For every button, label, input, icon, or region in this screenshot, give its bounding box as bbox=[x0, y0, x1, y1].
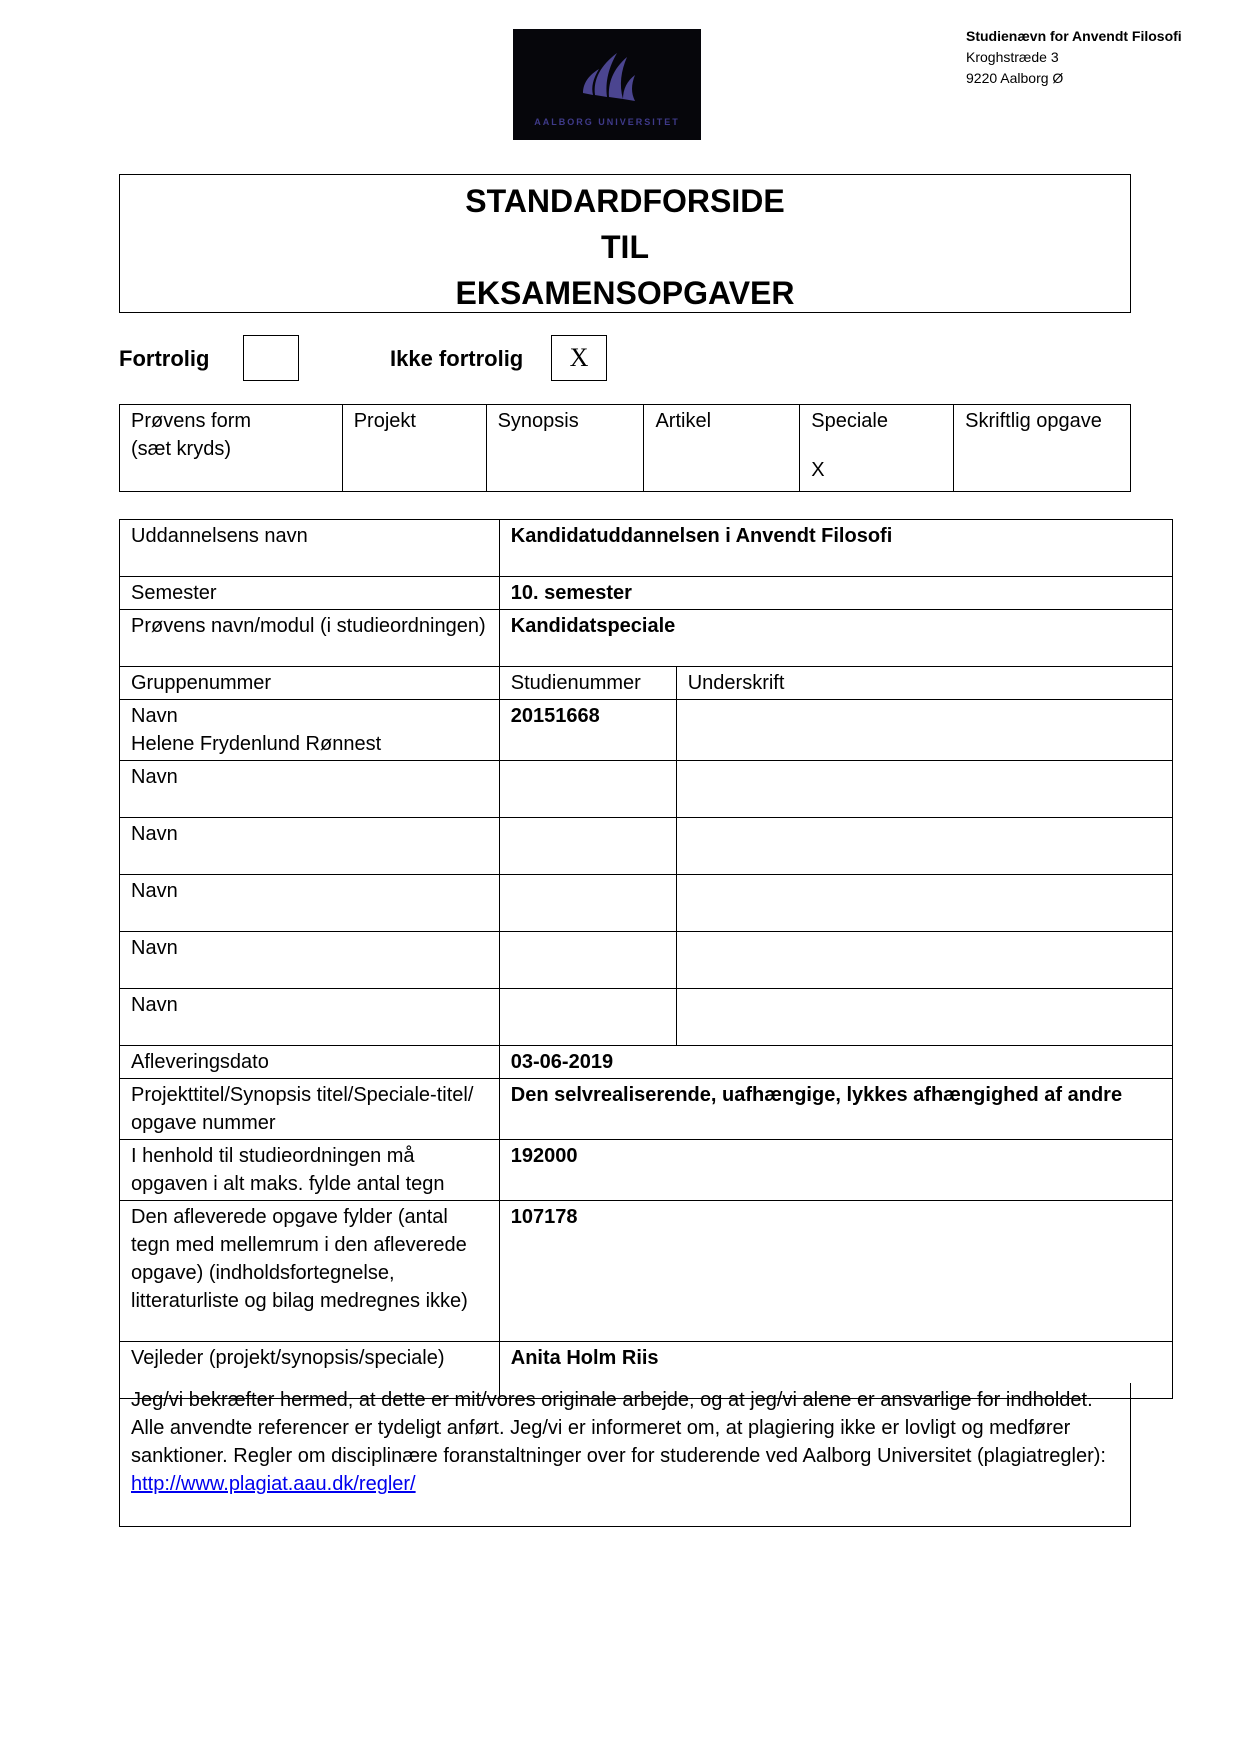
education-label: Uddannelsens navn bbox=[120, 520, 500, 577]
plagiarism-declaration bbox=[119, 1383, 1131, 1527]
exam-form-option-skriftlig[interactable]: Skriftlig opgave bbox=[954, 405, 1131, 492]
student-3-name-label: Navn bbox=[120, 818, 500, 875]
fortrolig-label: Fortrolig bbox=[119, 346, 210, 371]
title-line-2: TIL bbox=[601, 229, 649, 265]
student-5-name-label: Navn bbox=[120, 932, 500, 989]
max-chars-label: I henhold til studieordningen må opgaven i alt maks. fylde antal tegn bbox=[120, 1140, 500, 1201]
student-4-name-label: Navn bbox=[120, 875, 500, 932]
fortrolig-checkbox[interactable] bbox=[243, 335, 299, 381]
student-5-signature bbox=[676, 932, 1172, 989]
exam-form-table bbox=[119, 404, 1131, 492]
student-6-number bbox=[499, 989, 676, 1046]
actual-chars-value: 107178 bbox=[499, 1201, 1172, 1342]
title-line-3: EKSAMENSOPGAVER bbox=[455, 275, 795, 311]
address-street: Kroghstræde 3 bbox=[966, 49, 1059, 65]
declaration-text: Jeg/vi bekræfter hermed, at dette er mit/vores originale arbejde, og at jeg/vi alene er ansvarlige for indholdet. Alle anvendte referencer er tydeligt anført. Jeg/vi er informeret om, at plagiering ikke er lovligt og medfører sanktioner. Regler om disciplinære foranstaltninger over for studerende ved Aalborg Universitet (plagiatregler): bbox=[131, 1389, 1106, 1467]
address-city: 9220 Aalborg Ø bbox=[966, 70, 1064, 86]
semester-value: 10. semester bbox=[499, 577, 1172, 610]
title-line-1: STANDARDFORSIDE bbox=[465, 183, 785, 219]
actual-chars-label: Den afleverede opgave fylder (antal tegn med mellemrum i den afleverede opgave) (indholdsfortegnelse, litteraturliste og bilag medregnes ikke) bbox=[120, 1201, 500, 1342]
semester-label: Semester bbox=[120, 577, 500, 610]
student-4-signature bbox=[676, 875, 1172, 932]
logo-university-name: AALBORG UNIVERSITET bbox=[534, 117, 680, 127]
supervisor-label: Vejleder (projekt/synopsis/speciale) bbox=[120, 1342, 500, 1399]
speciale-label: Speciale bbox=[811, 410, 888, 432]
speciale-selected-mark: X bbox=[811, 459, 825, 481]
exam-name-value: Kandidatspeciale bbox=[499, 610, 1172, 667]
student-number-header: Studienummer bbox=[499, 667, 676, 700]
aau-logo bbox=[513, 29, 701, 140]
exam-name-label: Prøvens navn/modul (i studieordningen) bbox=[120, 610, 500, 667]
student-1-name-label: Navn bbox=[131, 705, 178, 727]
student-4-number bbox=[499, 875, 676, 932]
student-1-name: Helene Frydenlund Rønnest bbox=[131, 733, 382, 755]
exam-info-table bbox=[119, 519, 1173, 1399]
student-5-number bbox=[499, 932, 676, 989]
student-6-signature bbox=[676, 989, 1172, 1046]
education-value: Kandidatuddannelsen i Anvendt Filosofi bbox=[499, 520, 1172, 577]
student-2-signature bbox=[676, 761, 1172, 818]
exam-form-option-projekt[interactable]: Projekt bbox=[342, 405, 486, 492]
exam-form-option-speciale[interactable] bbox=[800, 405, 954, 492]
student-1-number: 20151668 bbox=[499, 700, 676, 761]
project-title-value: Den selvrealiserende, uafhængige, lykkes afhængighed af andre bbox=[499, 1079, 1172, 1140]
page-title-box bbox=[119, 174, 1131, 313]
max-chars-value: 192000 bbox=[499, 1140, 1172, 1201]
student-3-signature bbox=[676, 818, 1172, 875]
exam-form-label bbox=[120, 405, 343, 492]
plagiarism-rules-link[interactable]: http://www.plagiat.aau.dk/regler/ bbox=[131, 1473, 416, 1495]
address-org: Studienævn for Anvendt Filosofi bbox=[966, 28, 1182, 44]
exam-form-option-synopsis[interactable]: Synopsis bbox=[486, 405, 644, 492]
group-number-label: Gruppenummer bbox=[120, 667, 500, 700]
student-1-signature bbox=[676, 700, 1172, 761]
student-3-number bbox=[499, 818, 676, 875]
ikke-fortrolig-checkbox[interactable]: X bbox=[551, 335, 607, 381]
exam-form-option-artikel[interactable]: Artikel bbox=[644, 405, 800, 492]
student-1-name-cell bbox=[120, 700, 500, 761]
exam-form-label-line-1: Prøvens form bbox=[131, 410, 252, 432]
supervisor-value: Anita Holm Riis bbox=[499, 1342, 1172, 1399]
student-6-name-label: Navn bbox=[120, 989, 500, 1046]
exam-form-label-line-2: (sæt kryds) bbox=[131, 438, 231, 460]
ikke-fortrolig-label: Ikke fortrolig bbox=[390, 346, 524, 371]
delivery-date-value: 03-06-2019 bbox=[499, 1046, 1172, 1079]
student-2-name-label: Navn bbox=[120, 761, 500, 818]
aau-wave-logo-icon bbox=[575, 43, 639, 109]
signature-header: Underskrift bbox=[676, 667, 1172, 700]
project-title-label: Projekttitel/Synopsis titel/Speciale-titel/ opgave nummer bbox=[120, 1079, 500, 1140]
department-address bbox=[966, 26, 1182, 89]
student-2-number bbox=[499, 761, 676, 818]
delivery-date-label: Afleveringsdato bbox=[120, 1046, 500, 1079]
